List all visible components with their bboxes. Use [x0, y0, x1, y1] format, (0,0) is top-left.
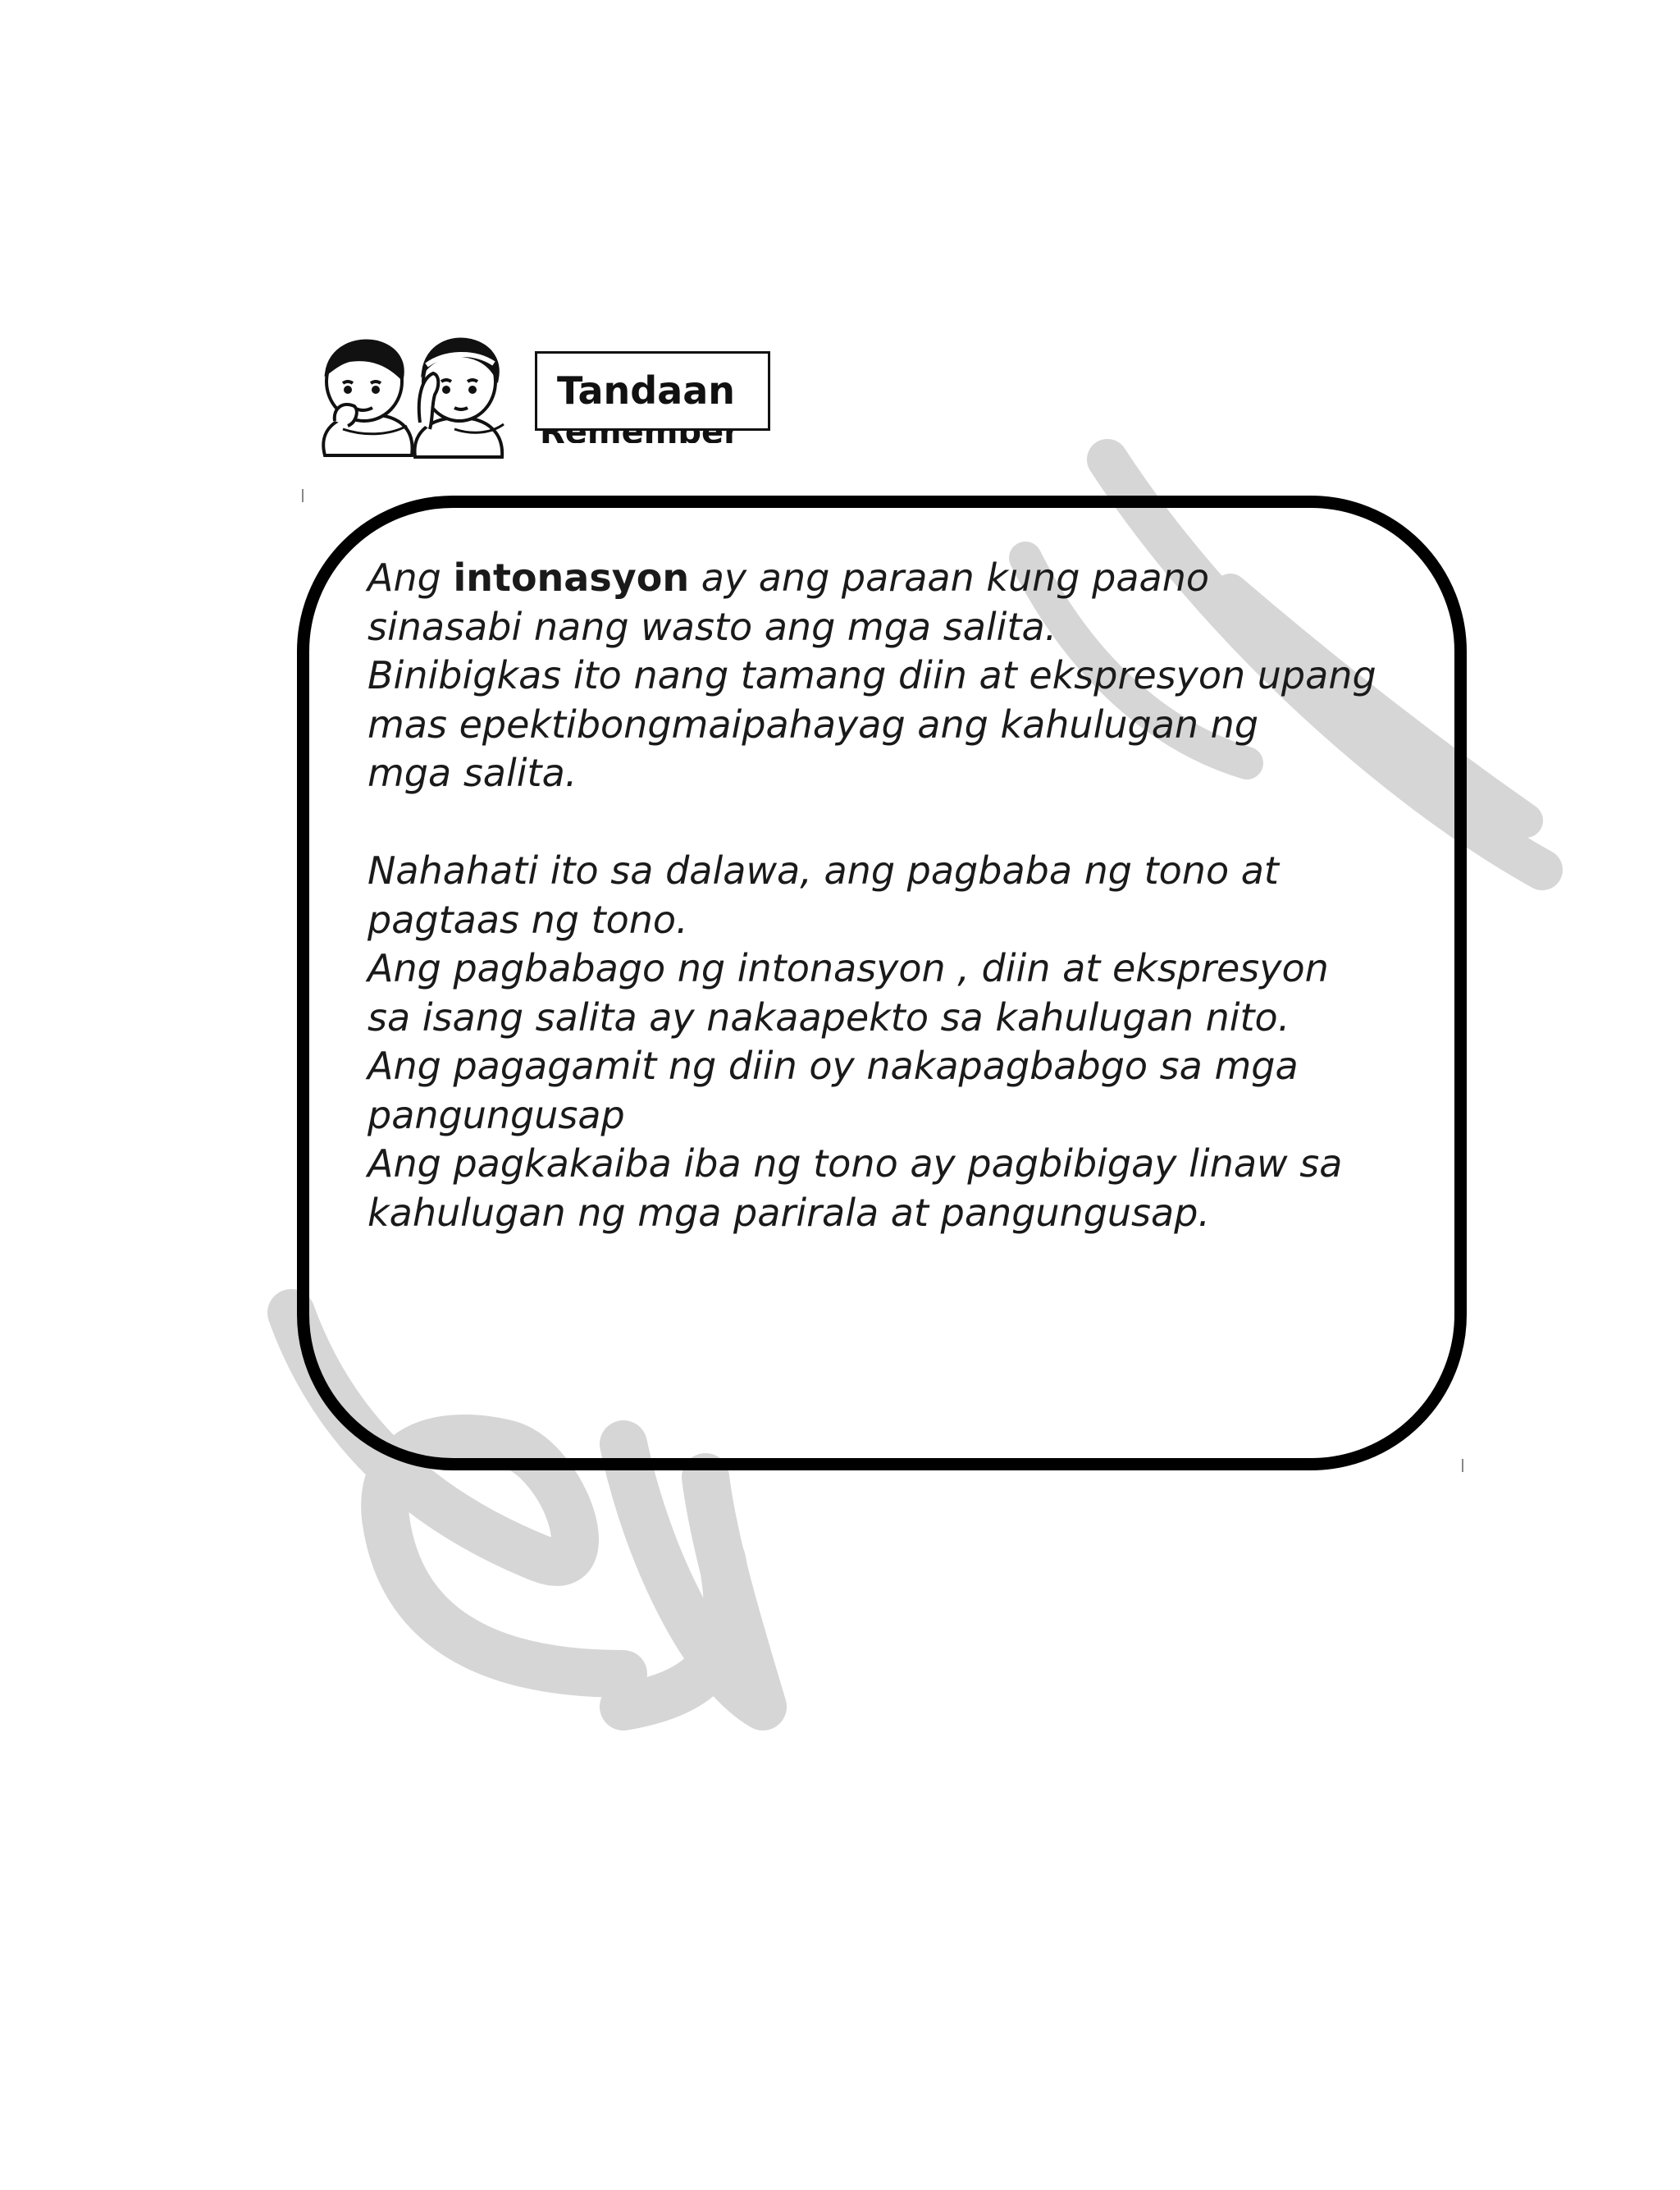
text-line: mas epektibongmaipahayag ang kahulugan ng	[368, 702, 1259, 747]
text-line: Binibigkas ito nang tamang diin at ekspresyon upang	[368, 653, 1376, 697]
remember-card-text	[368, 554, 1434, 1237]
watermark-stroke-u	[623, 1444, 763, 1707]
text-line: pagtaas ng tono.	[368, 897, 688, 942]
text-line: sinasabi nang wasto ang mga salita.	[368, 604, 1057, 649]
crop-mark-bottom-right	[1462, 1459, 1463, 1472]
text-line: pangungusap	[368, 1092, 625, 1137]
watermark-stroke-descender	[623, 1559, 728, 1707]
title-box	[535, 351, 770, 431]
text-line: kahulugan ng mga parirala at pangungusap.	[368, 1190, 1211, 1235]
text-line: mga salita.	[368, 751, 578, 795]
text-line: Ang pagbabago ng intonasyon , diin at ekspresyon	[368, 946, 1329, 990]
key-term: intonasyon	[453, 556, 690, 600]
paragraph-gap	[368, 798, 1434, 848]
children-thinking-illustration	[310, 332, 515, 464]
page-title: Tandaan	[557, 368, 735, 413]
text-line: sa isang salita ay nakaapekto sa kahulugan nito.	[368, 994, 1290, 1040]
text-line: Ang pagkakaiba iba ng tono ay pagbibigay linaw sa	[368, 1141, 1343, 1186]
intro-line: Ang intonasyon ay ang paraan kung paano	[368, 556, 1209, 600]
text-line: Ang pagagamit ng diin oy nakapagbabgo sa mga	[368, 1044, 1299, 1088]
text-line: Nahahati ito sa dalawa, ang pagbaba ng tono at	[368, 848, 1279, 893]
crop-mark-top-left	[302, 489, 304, 502]
